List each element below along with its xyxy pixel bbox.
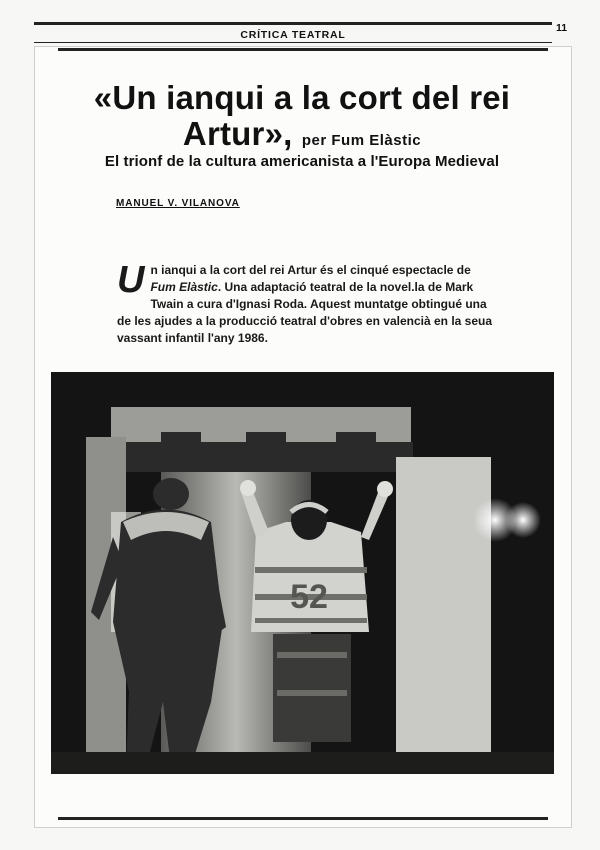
title-company: per Fum Elàstic: [301, 132, 422, 149]
title-rule: [58, 48, 548, 51]
header-rule: [34, 22, 552, 25]
article-title: [40, 80, 564, 159]
section-title: CRÍTICA TEATRAL: [240, 29, 346, 41]
title-line-1: «Un ianqui a la cort del rei: [93, 79, 511, 116]
title-line-2: Artur»,: [182, 115, 293, 152]
drop-cap: U: [117, 259, 145, 301]
lead-paragraph: [117, 259, 493, 347]
author-name: MANUEL V. VILANOVA: [116, 198, 240, 209]
lead-text-2: . Una adaptació teatral de la novel.la de Mark Twain a cura d'Ignasi Roda. Aquest muntatge obtingué una de les ajudes a la producció teatral d'obres en valencià en la seua vassant infantil l'any 1986.: [117, 280, 493, 345]
header-rule-thin: [34, 42, 552, 43]
lead-company-name: Fum Elàstic: [150, 280, 218, 294]
lead-text-1: n ianqui a la cort del rei Artur és el cinqué espectacle de: [150, 263, 471, 277]
page-number: 11: [556, 22, 568, 34]
bottom-rule: [58, 817, 548, 820]
article-subtitle: El trionf de la cultura americanista a l'Europa Medieval: [104, 153, 500, 170]
costume-number: 52: [290, 578, 328, 616]
stage-photo: [51, 372, 554, 774]
stage-photo-illustration: [51, 372, 554, 774]
